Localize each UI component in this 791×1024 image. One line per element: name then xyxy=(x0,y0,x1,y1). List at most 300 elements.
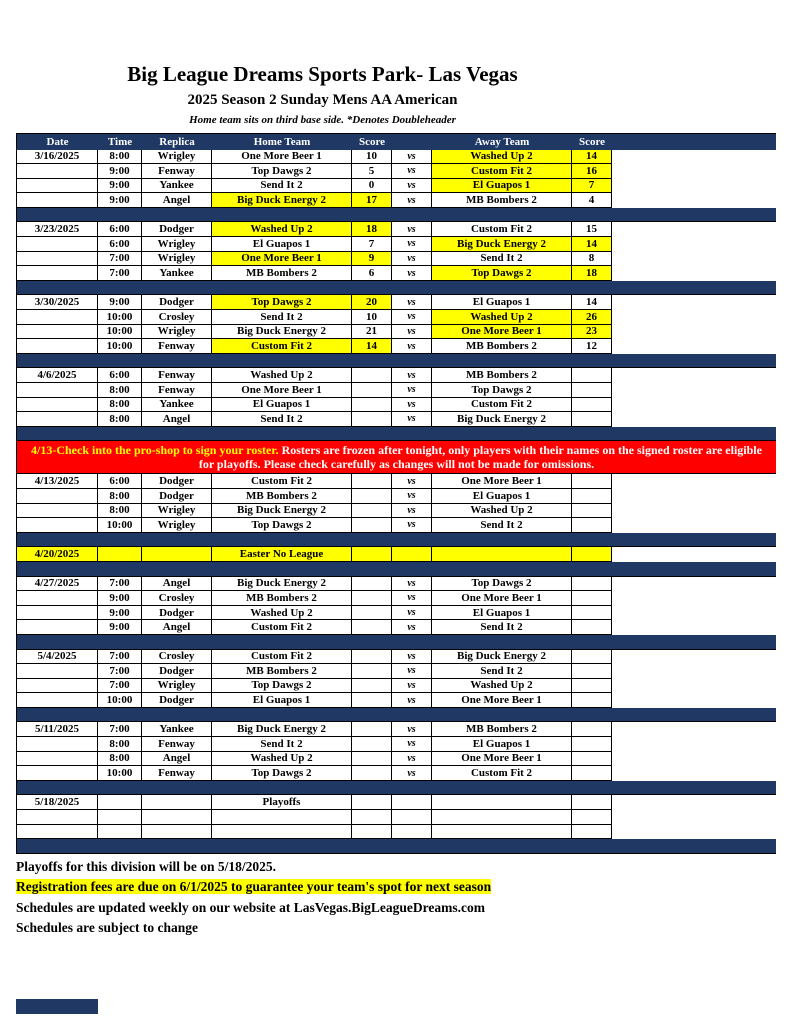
away-team-cell: Washed Up 2 xyxy=(432,150,572,165)
date-cell: 4/13/2025 xyxy=(17,474,98,489)
away-team-cell xyxy=(432,547,572,562)
vs-cell: vs xyxy=(392,339,432,354)
header-filler xyxy=(612,134,776,150)
away-score-cell: 8 xyxy=(572,252,612,267)
away-team-cell xyxy=(432,810,572,825)
away-team-cell: MB Bombers 2 xyxy=(432,193,572,208)
time-cell: 7:00 xyxy=(98,252,142,267)
away-score-cell xyxy=(572,693,612,708)
replica-cell: Dodger xyxy=(142,474,212,489)
vs-cell: vs xyxy=(392,504,432,519)
vs-cell: vs xyxy=(392,266,432,281)
date-cell xyxy=(17,825,98,840)
date-cell xyxy=(17,752,98,767)
vs-cell: vs xyxy=(392,591,432,606)
game-row xyxy=(17,339,776,354)
game-row xyxy=(17,577,776,592)
vs-cell xyxy=(392,810,432,825)
away-team-cell: El Guapos 1 xyxy=(432,489,572,504)
date-cell xyxy=(17,693,98,708)
away-team-cell: One More Beer 1 xyxy=(432,325,572,340)
time-cell: 6:00 xyxy=(98,474,142,489)
header-note: Home team sits on third base side. *Denotes Doubleheader xyxy=(189,114,456,126)
away-score-cell xyxy=(572,825,612,840)
vs-cell: vs xyxy=(392,766,432,781)
game-row xyxy=(17,368,776,383)
time-cell: 6:00 xyxy=(98,368,142,383)
away-team-cell: Send It 2 xyxy=(432,518,572,533)
game-row xyxy=(17,383,776,398)
document-header xyxy=(16,0,629,126)
away-team-cell: Washed Up 2 xyxy=(432,310,572,325)
replica-cell: Angel xyxy=(142,620,212,635)
replica-cell: Crosley xyxy=(142,310,212,325)
game-row xyxy=(17,252,776,267)
away-score-cell xyxy=(572,650,612,665)
date-cell xyxy=(17,504,98,519)
date-cell: 3/30/2025 xyxy=(17,295,98,310)
time-cell: 9:00 xyxy=(98,591,142,606)
time-cell xyxy=(98,810,142,825)
away-team-cell: Send It 2 xyxy=(432,252,572,267)
away-team-cell xyxy=(432,825,572,840)
away-team-cell: Custom Fit 2 xyxy=(432,164,572,179)
replica-cell: Yankee xyxy=(142,179,212,194)
away-score-cell xyxy=(572,591,612,606)
home-team-cell: Top Dawgs 2 xyxy=(212,679,352,694)
column-header: Score xyxy=(578,135,606,148)
replica-cell: Wrigley xyxy=(142,252,212,267)
vs-cell: vs xyxy=(392,193,432,208)
away-score-cell: 16 xyxy=(572,164,612,179)
away-score-cell xyxy=(572,722,612,737)
away-score-cell xyxy=(572,489,612,504)
game-row xyxy=(17,412,776,427)
date-cell xyxy=(17,737,98,752)
away-team-cell: Top Dawgs 2 xyxy=(432,577,572,592)
home-team-cell: Washed Up 2 xyxy=(212,606,352,621)
game-row xyxy=(17,325,776,340)
replica-cell: Wrigley xyxy=(142,679,212,694)
replica-cell: Fenway xyxy=(142,339,212,354)
home-team-cell: One More Beer 1 xyxy=(212,252,352,267)
special-label-cell: Playoffs xyxy=(212,795,352,810)
game-row xyxy=(17,310,776,325)
home-team-cell: Big Duck Energy 2 xyxy=(212,193,352,208)
home-score-cell: 10 xyxy=(352,310,392,325)
date-cell xyxy=(17,310,98,325)
away-team-cell: Big Duck Energy 2 xyxy=(432,412,572,427)
column-header: Away Team xyxy=(474,135,530,148)
time-cell: 10:00 xyxy=(98,310,142,325)
away-score-cell xyxy=(572,474,612,489)
home-team-cell: Washed Up 2 xyxy=(212,222,352,237)
away-team-cell: One More Beer 1 xyxy=(432,474,572,489)
bottom-navy-strip xyxy=(16,999,98,1014)
time-cell: 7:00 xyxy=(98,722,142,737)
time-cell: 9:00 xyxy=(98,620,142,635)
time-cell: 8:00 xyxy=(98,383,142,398)
section-separator xyxy=(17,281,776,296)
away-team-cell: Top Dawgs 2 xyxy=(432,383,572,398)
home-score-cell xyxy=(352,766,392,781)
home-score-cell xyxy=(352,825,392,840)
date-cell: 3/16/2025 xyxy=(17,150,98,165)
special-row xyxy=(17,547,776,562)
home-team-cell: Send It 2 xyxy=(212,412,352,427)
home-team-cell: Washed Up 2 xyxy=(212,368,352,383)
game-row xyxy=(17,722,776,737)
date-cell xyxy=(17,164,98,179)
home-score-cell: 5 xyxy=(352,164,392,179)
replica-cell: Yankee xyxy=(142,266,212,281)
away-score-cell xyxy=(572,664,612,679)
date-cell xyxy=(17,766,98,781)
replica-cell: Crosley xyxy=(142,591,212,606)
home-team-cell: Custom Fit 2 xyxy=(212,474,352,489)
section-separator xyxy=(17,839,776,854)
game-row xyxy=(17,295,776,310)
home-team-cell: Washed Up 2 xyxy=(212,752,352,767)
page-subtitle: 2025 Season 2 Sunday Mens AA American xyxy=(187,92,458,108)
date-cell xyxy=(17,339,98,354)
replica-cell: Dodger xyxy=(142,693,212,708)
home-score-cell xyxy=(352,752,392,767)
vs-cell: vs xyxy=(392,679,432,694)
footer-notes xyxy=(16,859,791,937)
home-team-cell: Big Duck Energy 2 xyxy=(212,577,352,592)
special-label-cell xyxy=(212,810,352,825)
banner-body-text: Rosters are frozen after tonight, only players with their names on the signed roster are eligible for playoffs. Please check carefully as changes will not be made for omissions. xyxy=(198,442,762,472)
date-cell xyxy=(17,810,98,825)
vs-cell: vs xyxy=(392,412,432,427)
home-score-cell: 21 xyxy=(352,325,392,340)
home-score-cell xyxy=(352,368,392,383)
home-team-cell: El Guapos 1 xyxy=(212,398,352,413)
date-cell: 4/6/2025 xyxy=(17,368,98,383)
date-cell: 5/11/2025 xyxy=(17,722,98,737)
time-cell: 8:00 xyxy=(98,504,142,519)
away-team-cell: El Guapos 1 xyxy=(432,179,572,194)
home-team-cell: Custom Fit 2 xyxy=(212,620,352,635)
time-cell: 8:00 xyxy=(98,398,142,413)
away-score-cell: 23 xyxy=(572,325,612,340)
home-score-cell xyxy=(352,737,392,752)
replica-cell: Wrigley xyxy=(142,504,212,519)
away-score-cell xyxy=(572,737,612,752)
home-team-cell: MB Bombers 2 xyxy=(212,591,352,606)
game-row xyxy=(17,650,776,665)
vs-cell: vs xyxy=(392,325,432,340)
away-score-cell xyxy=(572,504,612,519)
footer-website-note: Schedules are updated weekly on our website at LasVegas.BigLeagueDreams.com xyxy=(16,899,486,915)
vs-cell: vs xyxy=(392,693,432,708)
time-cell: 9:00 xyxy=(98,193,142,208)
game-row xyxy=(17,752,776,767)
game-row xyxy=(17,179,776,194)
time-cell xyxy=(98,825,142,840)
away-score-cell: 4 xyxy=(572,193,612,208)
away-score-cell xyxy=(572,679,612,694)
banner-highlight-text: 4/13-Check into the pro-shop to sign your roster. xyxy=(31,442,282,457)
away-score-cell xyxy=(572,518,612,533)
replica-cell: Fenway xyxy=(142,737,212,752)
replica-cell: Wrigley xyxy=(142,325,212,340)
away-score-cell xyxy=(572,752,612,767)
away-team-cell: Custom Fit 2 xyxy=(432,222,572,237)
date-cell xyxy=(17,489,98,504)
replica-cell: Yankee xyxy=(142,398,212,413)
section-separator xyxy=(17,562,776,577)
column-header: Home Team xyxy=(253,135,311,148)
game-row xyxy=(17,489,776,504)
time-cell: 8:00 xyxy=(98,150,142,165)
vs-cell: vs xyxy=(392,606,432,621)
date-cell xyxy=(17,518,98,533)
home-score-cell xyxy=(352,383,392,398)
vs-cell: vs xyxy=(392,150,432,165)
time-cell: 9:00 xyxy=(98,606,142,621)
replica-cell: Angel xyxy=(142,752,212,767)
section-separator xyxy=(17,427,776,442)
away-team-cell: El Guapos 1 xyxy=(432,606,572,621)
away-team-cell: Washed Up 2 xyxy=(432,504,572,519)
game-row xyxy=(17,164,776,179)
game-row xyxy=(17,606,776,621)
home-team-cell: El Guapos 1 xyxy=(212,693,352,708)
game-row xyxy=(17,591,776,606)
home-score-cell xyxy=(352,547,392,562)
date-cell xyxy=(17,398,98,413)
away-score-cell xyxy=(572,577,612,592)
roster-banner xyxy=(17,441,776,474)
away-score-cell xyxy=(572,412,612,427)
away-team-cell: Custom Fit 2 xyxy=(432,398,572,413)
away-team-cell: El Guapos 1 xyxy=(432,737,572,752)
time-cell: 8:00 xyxy=(98,489,142,504)
vs-cell xyxy=(392,547,432,562)
home-team-cell: Big Duck Energy 2 xyxy=(212,722,352,737)
special-row xyxy=(17,795,776,810)
time-cell: 9:00 xyxy=(98,295,142,310)
vs-cell: vs xyxy=(392,237,432,252)
column-header: Date xyxy=(46,135,69,148)
home-score-cell: 9 xyxy=(352,252,392,267)
game-row xyxy=(17,193,776,208)
home-team-cell: Send It 2 xyxy=(212,310,352,325)
time-cell: 7:00 xyxy=(98,577,142,592)
home-score-cell xyxy=(352,620,392,635)
home-score-cell: 7 xyxy=(352,237,392,252)
away-team-cell: One More Beer 1 xyxy=(432,693,572,708)
date-cell xyxy=(17,179,98,194)
vs-cell: vs xyxy=(392,737,432,752)
vs-cell: vs xyxy=(392,179,432,194)
date-cell xyxy=(17,266,98,281)
date-cell xyxy=(17,325,98,340)
replica-cell: Angel xyxy=(142,193,212,208)
replica-cell: Dodger xyxy=(142,295,212,310)
special-label-cell: Easter No League xyxy=(212,547,352,562)
date-cell xyxy=(17,252,98,267)
replica-cell: Yankee xyxy=(142,722,212,737)
time-cell xyxy=(98,795,142,810)
vs-cell: vs xyxy=(392,664,432,679)
vs-cell xyxy=(392,795,432,810)
home-score-cell xyxy=(352,474,392,489)
time-cell: 6:00 xyxy=(98,237,142,252)
footer-registration-note: Registration fees are due on 6/1/2025 to guarantee your team's spot for next season xyxy=(16,879,492,895)
away-team-cell: Big Duck Energy 2 xyxy=(432,650,572,665)
away-score-cell xyxy=(572,547,612,562)
home-team-cell: Send It 2 xyxy=(212,179,352,194)
vs-cell: vs xyxy=(392,650,432,665)
replica-cell: Dodger xyxy=(142,222,212,237)
vs-cell: vs xyxy=(392,252,432,267)
home-score-cell xyxy=(352,489,392,504)
replica-cell: Fenway xyxy=(142,383,212,398)
time-cell: 10:00 xyxy=(98,339,142,354)
away-team-cell: One More Beer 1 xyxy=(432,752,572,767)
time-cell: 7:00 xyxy=(98,266,142,281)
game-row xyxy=(17,222,776,237)
home-team-cell: Top Dawgs 2 xyxy=(212,164,352,179)
replica-cell: Wrigley xyxy=(142,237,212,252)
away-score-cell: 12 xyxy=(572,339,612,354)
replica-cell: Dodger xyxy=(142,664,212,679)
home-score-cell: 17 xyxy=(352,193,392,208)
time-cell: 8:00 xyxy=(98,752,142,767)
home-score-cell xyxy=(352,693,392,708)
vs-cell: vs xyxy=(392,620,432,635)
section-separator xyxy=(17,635,776,650)
home-score-cell xyxy=(352,518,392,533)
away-score-cell xyxy=(572,795,612,810)
home-team-cell: MB Bombers 2 xyxy=(212,664,352,679)
game-row xyxy=(17,766,776,781)
home-team-cell: MB Bombers 2 xyxy=(212,266,352,281)
home-score-cell xyxy=(352,606,392,621)
vs-cell: vs xyxy=(392,577,432,592)
footer-change-note: Schedules are subject to change xyxy=(16,920,198,936)
away-score-cell: 14 xyxy=(572,150,612,165)
vs-cell: vs xyxy=(392,222,432,237)
table-header-row xyxy=(17,134,776,150)
away-team-cell: Custom Fit 2 xyxy=(432,766,572,781)
home-team-cell: One More Beer 1 xyxy=(212,383,352,398)
away-score-cell: 14 xyxy=(572,237,612,252)
section-separator xyxy=(17,781,776,796)
home-team-cell: El Guapos 1 xyxy=(212,237,352,252)
game-row xyxy=(17,150,776,165)
replica-cell: Wrigley xyxy=(142,150,212,165)
time-cell xyxy=(98,547,142,562)
time-cell: 9:00 xyxy=(98,164,142,179)
footer-registration-note-line xyxy=(16,879,791,895)
home-team-cell: One More Beer 1 xyxy=(212,150,352,165)
section-separator xyxy=(17,208,776,223)
game-row xyxy=(17,474,776,489)
vs-cell: vs xyxy=(392,518,432,533)
home-score-cell xyxy=(352,591,392,606)
replica-cell xyxy=(142,825,212,840)
home-score-cell xyxy=(352,398,392,413)
home-score-cell xyxy=(352,679,392,694)
date-cell xyxy=(17,664,98,679)
home-team-cell: MB Bombers 2 xyxy=(212,489,352,504)
away-score-cell xyxy=(572,810,612,825)
time-cell: 10:00 xyxy=(98,518,142,533)
date-cell: 5/18/2025 xyxy=(17,795,98,810)
time-cell: 7:00 xyxy=(98,664,142,679)
home-score-cell xyxy=(352,504,392,519)
replica-cell: Fenway xyxy=(142,766,212,781)
vs-cell: vs xyxy=(392,295,432,310)
home-team-cell: Send It 2 xyxy=(212,737,352,752)
time-cell: 6:00 xyxy=(98,222,142,237)
away-team-cell: Send It 2 xyxy=(432,664,572,679)
away-team-cell: MB Bombers 2 xyxy=(432,722,572,737)
home-score-cell xyxy=(352,810,392,825)
game-row xyxy=(17,693,776,708)
away-team-cell: Big Duck Energy 2 xyxy=(432,237,572,252)
game-row xyxy=(17,237,776,252)
replica-cell xyxy=(142,547,212,562)
date-cell: 4/27/2025 xyxy=(17,577,98,592)
away-score-cell xyxy=(572,398,612,413)
away-score-cell: 26 xyxy=(572,310,612,325)
replica-cell: Dodger xyxy=(142,606,212,621)
time-cell: 10:00 xyxy=(98,766,142,781)
game-row xyxy=(17,620,776,635)
home-team-cell: Big Duck Energy 2 xyxy=(212,325,352,340)
replica-cell: Crosley xyxy=(142,650,212,665)
replica-cell xyxy=(142,810,212,825)
time-cell: 8:00 xyxy=(98,412,142,427)
away-score-cell: 15 xyxy=(572,222,612,237)
special-label-cell xyxy=(212,825,352,840)
away-team-cell: One More Beer 1 xyxy=(432,591,572,606)
date-cell xyxy=(17,606,98,621)
away-score-cell: 14 xyxy=(572,295,612,310)
vs-cell: vs xyxy=(392,398,432,413)
away-score-cell xyxy=(572,766,612,781)
home-team-cell: Top Dawgs 2 xyxy=(212,518,352,533)
page-title: Big League Dreams Sports Park- Las Vegas xyxy=(127,62,518,86)
game-row xyxy=(17,679,776,694)
time-cell: 7:00 xyxy=(98,650,142,665)
vs-cell: vs xyxy=(392,474,432,489)
away-team-cell xyxy=(432,795,572,810)
home-score-cell xyxy=(352,795,392,810)
date-cell xyxy=(17,193,98,208)
away-team-cell: MB Bombers 2 xyxy=(432,368,572,383)
away-score-cell xyxy=(572,383,612,398)
footer-playoffs-note: Playoffs for this division will be on 5/18/2025. xyxy=(16,858,277,874)
vs-cell: vs xyxy=(392,368,432,383)
home-score-cell xyxy=(352,412,392,427)
section-separator xyxy=(17,354,776,369)
replica-cell: Angel xyxy=(142,577,212,592)
date-cell xyxy=(17,620,98,635)
replica-cell: Fenway xyxy=(142,164,212,179)
date-cell: 3/23/2025 xyxy=(17,222,98,237)
home-score-cell: 14 xyxy=(352,339,392,354)
time-cell: 8:00 xyxy=(98,737,142,752)
game-row xyxy=(17,504,776,519)
away-score-cell xyxy=(572,368,612,383)
game-row xyxy=(17,737,776,752)
